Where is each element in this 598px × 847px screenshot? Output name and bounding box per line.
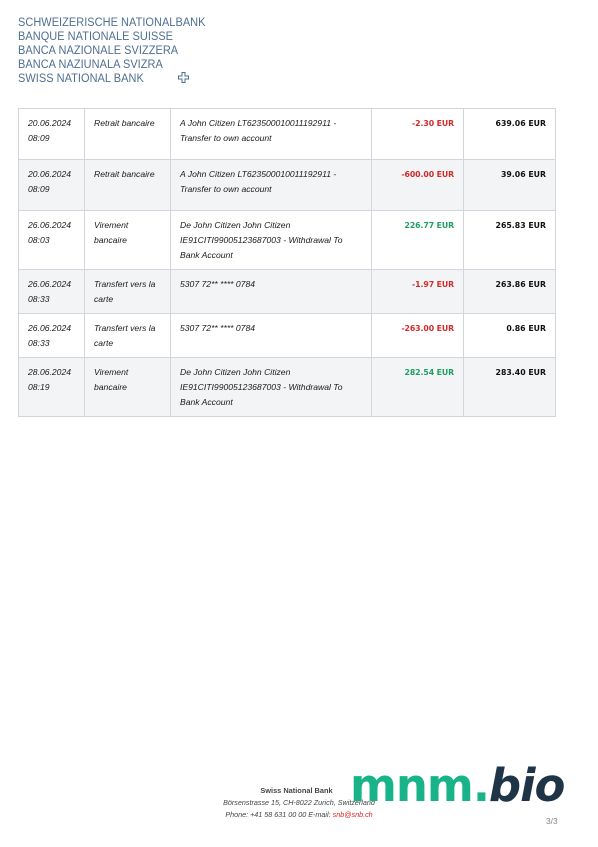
- watermark-part-2: bio: [488, 759, 565, 812]
- description-line: 5307 72** **** 0784: [180, 323, 256, 333]
- type-line: Transfert vers la: [94, 279, 156, 289]
- cell-balance: 265.83 EUR: [464, 211, 556, 270]
- cell-amount: -263.00 EUR: [372, 314, 464, 358]
- watermark-logo: [350, 758, 564, 814]
- transactions-table: [18, 108, 556, 417]
- page-number: 3/3: [546, 816, 558, 826]
- footer-email-link[interactable]: snb@snb.ch: [332, 810, 373, 819]
- description-line: Bank Account: [180, 397, 233, 407]
- cell-description: [171, 109, 372, 160]
- time-text: 08:33: [28, 294, 50, 304]
- bank-name-de: SCHWEIZERISCHE NATIONALBANK: [18, 15, 206, 29]
- cell-balance: 283.40 EUR: [464, 358, 556, 417]
- cell-date: [19, 358, 85, 417]
- date-text: 26.06.2024: [28, 220, 72, 230]
- time-text: 08:19: [28, 382, 50, 392]
- bank-name-it: BANCA NAZIONALE SVIZZERA: [18, 43, 179, 57]
- type-line: Retrait bancaire: [94, 169, 155, 179]
- cell-date: [19, 270, 85, 314]
- type-line: bancaire: [94, 235, 127, 245]
- cell-amount: -600.00 EUR: [372, 160, 464, 211]
- bank-name-rm: BANCA NAZIUNALA SVIZRA: [18, 57, 163, 71]
- description-line: De John Citizen John Citizen: [180, 367, 291, 377]
- cell-type: [85, 314, 171, 358]
- bank-logo: [18, 15, 226, 85]
- date-text: 26.06.2024: [28, 279, 72, 289]
- cell-type: [85, 160, 171, 211]
- cell-date: [19, 109, 85, 160]
- description-line: IE91CITI99005123687003 - Withdrawal To: [180, 235, 343, 245]
- time-text: 08:33: [28, 338, 50, 348]
- table-row: [19, 109, 556, 160]
- type-line: carte: [94, 294, 114, 304]
- cell-type: [85, 211, 171, 270]
- date-text: 26.06.2024: [28, 323, 72, 333]
- description-line: Transfer to own account: [180, 184, 272, 194]
- footer-phone: Phone: +41 58 631 00 00 E-mail:: [225, 810, 331, 819]
- time-text: 08:09: [28, 184, 50, 194]
- cell-description: [171, 211, 372, 270]
- bank-name-fr: BANQUE NATIONALE SUISSE: [18, 29, 174, 43]
- time-text: 08:09: [28, 133, 50, 143]
- cell-type: [85, 270, 171, 314]
- description-line: IE91CITI99005123687003 - Withdrawal To: [180, 382, 343, 392]
- table-row: [19, 270, 556, 314]
- description-line: 5307 72** **** 0784: [180, 279, 256, 289]
- date-text: 20.06.2024: [28, 118, 72, 128]
- type-line: Virement: [94, 367, 129, 377]
- description-line: Bank Account: [180, 250, 233, 260]
- date-text: 20.06.2024: [28, 169, 72, 179]
- cell-description: [171, 270, 372, 314]
- cell-description: [171, 160, 372, 211]
- type-line: carte: [94, 338, 114, 348]
- cell-date: [19, 160, 85, 211]
- cell-amount: 282.54 EUR: [372, 358, 464, 417]
- description-line: De John Citizen John Citizen: [180, 220, 291, 230]
- cell-balance: 39.06 EUR: [464, 160, 556, 211]
- cell-balance: 639.06 EUR: [464, 109, 556, 160]
- description-line: Transfer to own account: [180, 133, 272, 143]
- description-line: A John Citizen LT623500010011192911 -: [180, 118, 337, 128]
- table-row: [19, 160, 556, 211]
- cell-date: [19, 211, 85, 270]
- cell-description: [171, 358, 372, 417]
- cell-balance: 0.86 EUR: [464, 314, 556, 358]
- bank-name-en: SWISS NATIONAL BANK: [18, 71, 144, 85]
- cell-amount: -1.97 EUR: [372, 270, 464, 314]
- time-text: 08:03: [28, 235, 50, 245]
- table-row: [19, 211, 556, 270]
- type-line: Retrait bancaire: [94, 118, 155, 128]
- cell-type: [85, 109, 171, 160]
- table-row: [19, 358, 556, 417]
- cell-type: [85, 358, 171, 417]
- watermark-part-1: mnm.: [350, 759, 489, 812]
- cell-amount: -2.30 EUR: [372, 109, 464, 160]
- table-row: [19, 314, 556, 358]
- cell-description: [171, 314, 372, 358]
- type-line: Transfert vers la: [94, 323, 156, 333]
- footer-bank-name: Swiss National Bank: [260, 786, 333, 795]
- cell-balance: 263.86 EUR: [464, 270, 556, 314]
- cell-amount: 226.77 EUR: [372, 211, 464, 270]
- footer-address: Börsenstrasse 15, CH-8022 Zurich, Switzerland: [223, 798, 375, 807]
- type-line: Virement: [94, 220, 129, 230]
- cell-date: [19, 314, 85, 358]
- description-line: A John Citizen LT623500010011192911 -: [180, 169, 337, 179]
- cross-icon: [178, 72, 189, 83]
- date-text: 28.06.2024: [28, 367, 72, 377]
- type-line: bancaire: [94, 382, 127, 392]
